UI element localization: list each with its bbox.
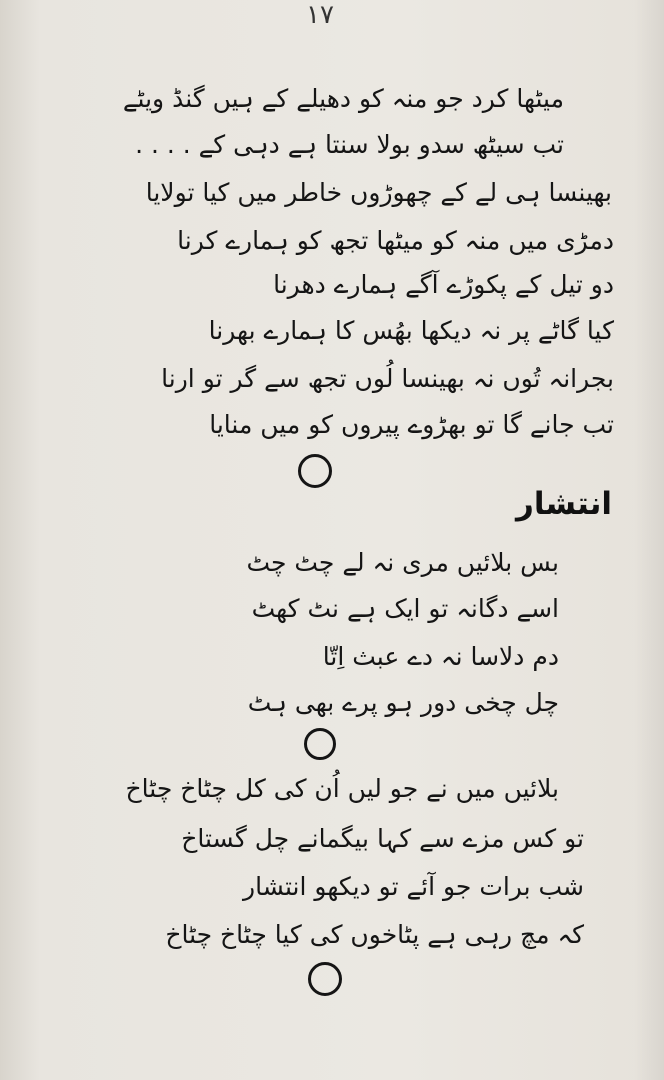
verse-line: میٹھا کرد جو منہ کو دھیلے کے ہیں گنڈ ویٹے (122, 84, 564, 113)
verse-line: کیا گاٹے پر نہ دیکھا بھُس کا ہمارے بھرنا (208, 316, 614, 345)
verse-line: بس بلائیں مری نہ لے چٹ چٹ (246, 548, 559, 577)
verse-line: بھینسا ہی لے کے چھوڑوں خاطر میں کیا تولایا (145, 178, 612, 207)
section-divider-circle-icon (298, 454, 332, 488)
verse-line: تب جانے گا تو بھڑوے پیروں کو میں منایا (209, 410, 614, 439)
verse-line: بجرانہ تُوں نہ بھینسا لُوں تجھ سے گر تو ارنا (161, 364, 614, 393)
verse-line: بلائیں میں نے جو لیں اُن کی کل چٹاخ چٹاخ (125, 774, 559, 803)
verse-line: شب برات جو آئے تو دیکھو انتشار (243, 872, 584, 901)
verse-line: کہ مچ رہی ہے پٹاخوں کی کیا چٹاخ چٹاخ (165, 920, 584, 949)
verse-line: دو تیل کے پکوڑے آگے ہمارے دھرنا (273, 270, 614, 299)
section-heading: انتشار (516, 486, 612, 522)
section-divider-circle-icon (304, 728, 336, 760)
verse-line: تو کس مزے سے کہا بیگمانے چل گستاخ (181, 824, 584, 853)
verse-line: چل چخی دور ہو پرے بھی ہٹ (247, 688, 559, 717)
section-divider-circle-icon (308, 962, 342, 996)
verse-line: دمڑی میں منہ کو میٹھا تجھ کو ہمارے کرنا (177, 226, 614, 255)
verse-line: تب سیٹھ سدو بولا سنتا ہے دہی کے . . . . (135, 130, 564, 159)
verse-line: اسے دگانہ تو ایک ہے نٹ کھٹ (251, 594, 559, 623)
verse-line: دم دلاسا نہ دے عبث اِتّا (322, 642, 559, 671)
page-number: ۱۷ (306, 0, 334, 30)
